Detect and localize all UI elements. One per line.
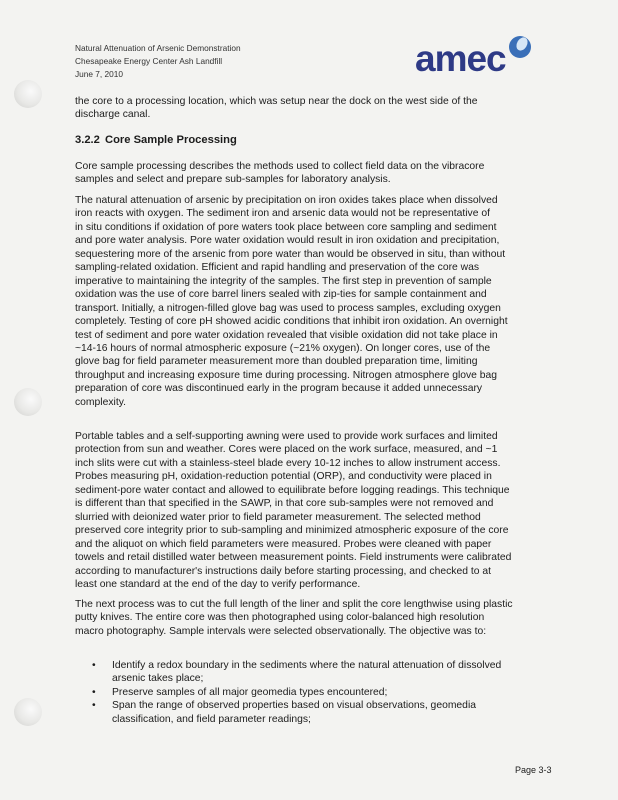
paragraph-continuation bbox=[75, 95, 478, 122]
text-line: is different than that specified in the SAWP, in that core sub-samples were not removed and bbox=[75, 498, 494, 510]
list-item bbox=[92, 686, 501, 699]
text-line: iron reacts with oxygen. The sediment iron and arsenic data would not be representative of bbox=[75, 208, 490, 220]
paragraph-core-splitting bbox=[75, 598, 513, 638]
text-line: inch slits were cut with a stainless-steel blade every 10-12 inches to allow instrument access. bbox=[75, 457, 501, 469]
paragraph-field-parameters bbox=[75, 430, 511, 591]
punch-hole bbox=[14, 80, 42, 108]
page-number: Page 3-3 bbox=[515, 765, 552, 775]
section-title: Core Sample Processing bbox=[105, 134, 237, 146]
text-line: in situ conditions if oxidation of pore waters took place between core sampling and sediment bbox=[75, 221, 497, 233]
amec-logo bbox=[415, 36, 525, 86]
bullet-icon: • bbox=[92, 700, 96, 712]
bullet-icon: • bbox=[92, 660, 96, 671]
text-line: and pore water analysis. Pore water oxidation would result in iron oxidation and precipitation, bbox=[75, 235, 500, 247]
text-line: slurried with deionized water prior to field parameter measurement. The selected method bbox=[75, 511, 481, 523]
text-line: preparation of core was discontinued early in the program because it added unnecessary bbox=[75, 383, 483, 395]
text-line: least one standard at the end of the day to verify performance. bbox=[75, 578, 361, 590]
text-line: according to manufacturer's instructions daily before starting processing, and checked to at bbox=[75, 565, 491, 577]
text-line: glove bag for field parameter measurement more than doubled preparation time, limiting bbox=[75, 356, 478, 368]
logo-wordmark: amec bbox=[415, 38, 506, 79]
objective-list bbox=[92, 659, 501, 726]
text-line: Probes measuring pH, oxidation-reduction potential (ORP), and conductivity were placed in bbox=[75, 471, 492, 483]
text-line: protection from sun and weather. Cores were placed on the work surface, measured, and ~1 bbox=[75, 444, 498, 456]
section-number: 3.2.2 bbox=[75, 134, 100, 146]
text-line: and the aliquot on which field parameters were measured. Probes were cleaned with paper bbox=[75, 538, 492, 550]
text-line: transport. Initially, a nitrogen-filled glove bag was used to process samples, excluding oxygen bbox=[75, 302, 501, 314]
logo-swirl-icon bbox=[505, 32, 535, 62]
text-line: towels and retail distilled water between measurement points. Field instruments were calibrated bbox=[75, 552, 512, 564]
text-line: Core sample processing describes the methods used to collect field data on the vibracore bbox=[75, 161, 485, 172]
paragraph-intro bbox=[75, 160, 484, 187]
text-line: completely. Testing of core pH showed acidic conditions that inhibit iron oxidation. An overnight bbox=[75, 316, 508, 328]
text-line: the core to a processing location, which was setup near the dock on the west side of the bbox=[75, 96, 478, 107]
text-line: test of sediment and pore water oxidation revealed that visible oxidation did not take place in bbox=[75, 329, 498, 341]
header-date: June 7, 2010 bbox=[75, 69, 123, 79]
paragraph-oxidation bbox=[75, 194, 508, 409]
punch-hole bbox=[14, 698, 42, 726]
text-line: throughput and increasing exposure time during processing. Nitrogen atmosphere glove bag bbox=[75, 369, 498, 381]
text-line: complexity. bbox=[75, 396, 126, 408]
text-line: sediment-pore water contact and allowed to equilibrate before logging readings. This technique bbox=[75, 484, 510, 496]
list-item-text: classification, and field parameter readings; bbox=[112, 713, 311, 725]
header-project: Natural Attenuation of Arsenic Demonstration bbox=[75, 43, 241, 53]
text-line: oxidation was the use of core barrel liners sealed with zip-ties for sample containment and bbox=[75, 289, 487, 301]
text-line: ~14-16 hours of normal atmospheric exposure (~21% oxygen). On longer cores, use of the bbox=[75, 342, 491, 354]
list-item-text: Preserve samples of all major geomedia types encountered; bbox=[112, 686, 388, 698]
document-header bbox=[75, 42, 241, 81]
list-item bbox=[92, 659, 501, 686]
text-line: sequestering more of the arsenic from pore water than would be observed in situ, than without bbox=[75, 248, 506, 260]
list-item bbox=[92, 699, 501, 726]
text-line: imperative to maintaining the integrity of the samples. The first step in prevention of sample bbox=[75, 275, 492, 287]
bullet-icon: • bbox=[92, 686, 96, 698]
text-line: sampling-related oxidation. Efficient and rapid handling and preservation of the core was bbox=[75, 262, 480, 274]
text-line: discharge canal. bbox=[75, 109, 151, 121]
punch-hole bbox=[14, 388, 42, 416]
header-site: Chesapeake Energy Center Ash Landfill bbox=[75, 56, 223, 66]
text-line: putty knives. The entire core was then photographed using color-balanced high resolution bbox=[75, 612, 485, 624]
section-heading bbox=[75, 134, 237, 146]
text-line: preserved core integrity prior to sub-sampling and minimized atmospheric exposure of the core bbox=[75, 525, 509, 537]
list-item-text: arsenic takes place; bbox=[112, 673, 204, 685]
text-line: macro photography. Sample intervals were selected observationally. The objective was to: bbox=[75, 625, 487, 637]
text-line: The natural attenuation of arsenic by precipitation on iron oxides takes place when dissolved bbox=[75, 195, 498, 206]
list-item-text: Identify a redox boundary in the sediments where the natural attenuation of dissolved bbox=[112, 660, 502, 671]
text-line: Portable tables and a self-supporting awning were used to provide work surfaces and limited bbox=[75, 431, 498, 442]
list-item-text: Span the range of observed properties based on visual observations, geomedia bbox=[112, 700, 476, 712]
text-line: The next process was to cut the full length of the liner and split the core lengthwise using plastic bbox=[75, 599, 513, 610]
text-line: samples and select and prepare sub-samples for laboratory analysis. bbox=[75, 174, 391, 186]
